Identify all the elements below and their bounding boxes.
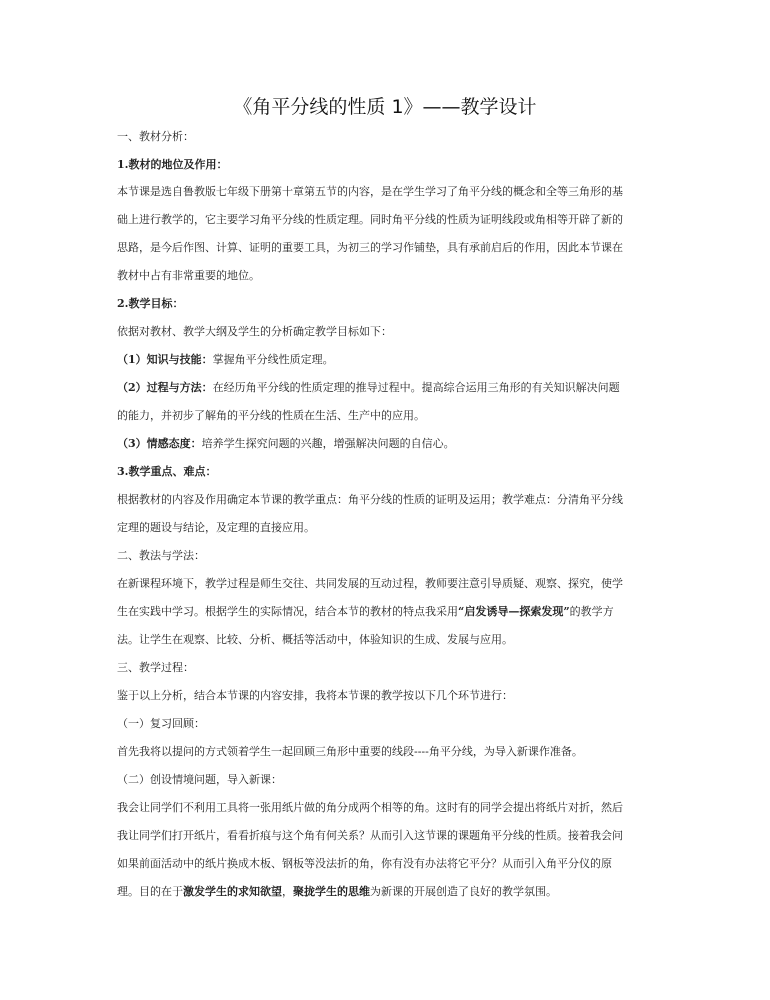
goal-text: 培养学生探究问题的兴趣，增强解决问题的自信心。 [201, 437, 455, 450]
paragraph-line: 我会让同学们不利用工具将一张用纸片做的角分成两个相等的角。这时有的同学会提出将纸片对折，然后 [117, 801, 623, 814]
goal-item [117, 353, 677, 367]
paragraph-line: 如果前面活动中的纸片换成木板、钢板等没法折的角，你有没有办法将它平分？从而引入角平分仪的原 [117, 857, 612, 870]
goal-label: （1）知识与技能： [117, 353, 213, 366]
text-run: 为新课的开展创造了良好的教学氛围。 [370, 885, 557, 898]
text-run: 理。目的在于 [117, 885, 183, 898]
text-run: 的教学方 [569, 605, 614, 618]
paragraph-line: 础上进行教学的，它主要学习角平分线的性质定理。同时角平分线的性质为证明线段或角相等开辟了新的 [117, 213, 623, 226]
document-title: 《角平分线的性质 1》——教学设计 [233, 96, 537, 118]
paragraph-line: 首先我将以提问的方式领着学生一起回顾三角形中重要的线段----角平分线，为导入新课作准备。 [117, 745, 583, 758]
step-heading: （一）复习回顾： [117, 717, 205, 730]
text-run: 生在实践中学习。根据学生的实际情况，结合本节的教材的特点我采用 [117, 605, 458, 618]
paragraph-line: 鉴于以上分析，结合本节课的内容安排，我将本节课的教学按以下几个环节进行： [117, 689, 513, 702]
goal-item [117, 437, 677, 451]
paragraph-line: 教材中占有非常重要的地位。 [117, 269, 260, 282]
goal-item [117, 381, 677, 395]
emphasis-text: 聚拢学生的思维 [293, 885, 370, 898]
paragraph-line: 定理的题设与结论，及定理的直接应用。 [117, 521, 315, 534]
goal-text: 掌握角平分线性质定理。 [212, 353, 334, 366]
subsection-heading: 1.教材的地位及作用： [117, 158, 228, 171]
goal-text: 在经历角平分线的性质定理的推导过程中。提高综合运用三角形的有关知识解决问题 [212, 381, 620, 394]
paragraph-line: 的能力，并初步了解角的平分线的性质在生活、生产中的应用。 [117, 409, 425, 422]
step-heading: （二）创设情境问题，导入新课： [117, 773, 282, 786]
paragraph-line: 本节课是选自鲁教版七年级下册第十章第五节的内容，是在学生学习了角平分线的概念和全等三角形的基 [117, 185, 623, 198]
paragraph-line [117, 885, 677, 899]
paragraph-line: 依据对教材、教学大纲及学生的分析确定教学目标如下： [117, 325, 392, 338]
paragraph-line: 我让同学们打开纸片，看看折痕与这个角有何关系？从而引入这节课的课题角平分线的性质。接着我会问 [117, 829, 623, 842]
paragraph-line: 根据教材的内容及作用确定本节课的教学重点：角平分线的性质的证明及运用；教学难点：分清角平分线 [117, 493, 623, 506]
paragraph-line: 法。让学生在观察、比较、分析、概括等活动中，体验知识的生成、发展与应用。 [117, 633, 513, 646]
subsection-heading: 2.教学目标： [117, 297, 184, 310]
emphasis-text: “启发诱导—探索发现” [458, 605, 570, 618]
section-heading: 一、教材分析： [117, 130, 194, 143]
paragraph-line: 在新课程环境下，教学过程是师生交往、共同发展的互动过程，教师要注意引导质疑、观察、探究，使学 [117, 577, 623, 590]
emphasis-text: 激发学生的求知欲望 [183, 885, 282, 898]
section-heading: 三、教学过程： [117, 661, 194, 674]
paragraph-line [117, 605, 677, 619]
goal-label: （2）过程与方法： [117, 381, 213, 394]
paragraph-line: 思路，是今后作图、计算、证明的重要工具，为初三的学习作铺垫，具有承前启后的作用，因此本节课在 [117, 241, 623, 254]
goal-label: （3）情感态度： [117, 437, 202, 450]
section-heading: 二、教法与学法： [117, 549, 205, 562]
text-run: ， [282, 885, 293, 898]
subsection-heading: 3.教学重点、难点： [117, 465, 217, 478]
